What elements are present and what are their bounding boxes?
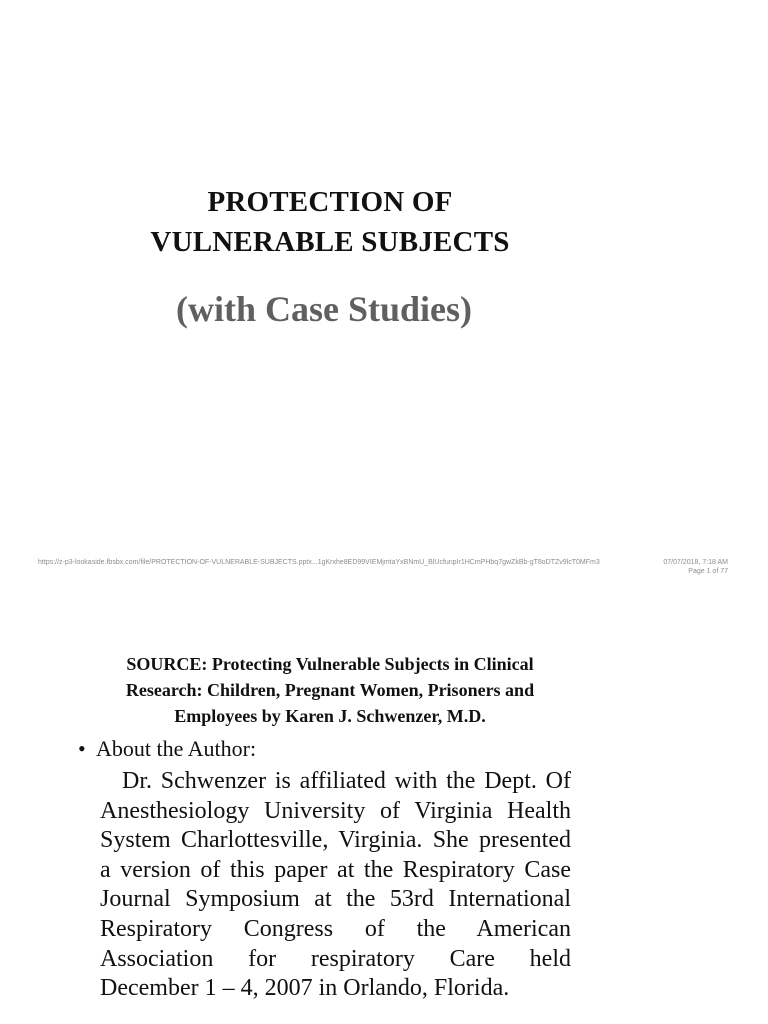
paragraph-line: System Charlottesville, Virginia. She presented [100,827,571,854]
paragraph-line: Dr. Schwenzer is affiliated with the Dept. Of [122,768,571,794]
paragraph-line: a version of this paper at the Respiratory Case [100,856,571,883]
paragraph-line: Association for respiratory Care held [100,945,571,972]
paragraph-line: December 1 – 4, 2007 in Orlando, Florida. [100,975,510,1002]
footer-page-number: Page 1 of 77 [688,568,728,575]
source-citation [76,651,584,729]
page-footer-meta [618,558,728,576]
slide-title-line-1: PROTECTION OF [207,186,453,218]
source-line: Employees by Karen J. Schwenzer, M.D. [174,706,486,726]
slide-subtitle: (with Case Studies) [175,289,472,329]
paragraph-line: Journal Symposium at the 53rd International [100,886,571,913]
bullet-label: About the Author: [96,736,257,761]
author-paragraph [100,767,571,1004]
source-line: Research: Children, Pregnant Women, Prisoners and [125,680,535,700]
slide-title-line-2: VULNERABLE SUBJECTS [150,226,510,258]
page-footer-url: https://z-p3-lookaside.fbsbx.com/file/PROTECTION-OF-VULNERABLE-SUBJECTS.pptx...1gKrxhe8ED99VIEMjmtaYxBNmU_BlUcfunpIr1HCmPHbq7gwZkBb-gT8oDTZv9lcT0MFm3 [38,559,600,566]
paragraph-line: Anesthesiology University of Virginia Health [100,797,571,824]
footer-datetime: 07/07/2018, 7:18 AM [663,559,728,566]
bullet-icon: • [78,736,86,761]
source-line: SOURCE: Protecting Vulnerable Subjects in Clinical [126,654,534,674]
paragraph-line: Respiratory Congress of the American [100,915,571,942]
bullet-item-about-author [78,734,256,764]
